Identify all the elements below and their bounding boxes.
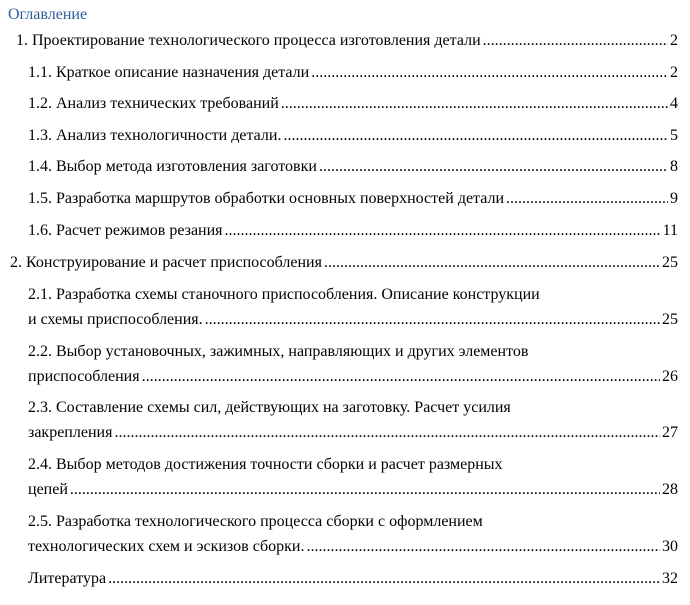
toc-entry-1-6[interactable] (28, 221, 678, 241)
toc-page-number: 9 (670, 190, 678, 207)
toc-page-number: 25 (662, 254, 678, 271)
dot-leader (483, 31, 668, 51)
dot-leader (283, 126, 668, 146)
dot-leader (324, 253, 660, 273)
toc-entry-text: технологических схем и эскизов сборки. (28, 538, 305, 555)
toc-entry-1-4[interactable] (28, 157, 678, 177)
toc-entry-1-2[interactable] (28, 94, 678, 114)
toc-page-number: 27 (662, 424, 678, 441)
toc-entry-2-1[interactable] (28, 285, 678, 330)
toc-entry-text: 1.1. Краткое описание назначения детали (28, 64, 310, 81)
toc-entry-2-3[interactable] (28, 398, 678, 443)
toc-entry-text: 1. Проектирование технологического процесса изготовления детали (16, 32, 481, 49)
toc-page-number: 2 (670, 64, 678, 81)
dot-leader (142, 367, 660, 387)
toc-entry-2-4[interactable] (28, 455, 678, 500)
toc-entry-text: 1.2. Анализ технических требований (28, 95, 279, 112)
toc-entry-1-3[interactable] (28, 126, 678, 146)
toc-entry-text-line1: 2.4. Выбор методов достижения точности сборки и расчет размерных (28, 456, 503, 473)
toc-entry-text-line1: 2.5. Разработка технологического процесса сборки с оформлением (28, 513, 483, 530)
toc-page-number: 28 (662, 481, 678, 498)
toc-entry-text: и схемы приспособления. (28, 311, 203, 328)
toc-page-number: 30 (662, 538, 678, 555)
toc-entry-text-line1: 2.1. Разработка схемы станочного приспособления. Описание конструкции (28, 286, 540, 303)
toc-entry-2[interactable] (10, 253, 678, 273)
toc-page-number: 5 (670, 127, 678, 144)
dot-leader (306, 537, 660, 557)
toc-entry-text: 1.3. Анализ технологичности детали. (28, 127, 282, 144)
toc-page-number: 26 (662, 368, 678, 385)
toc-entry-text: Литература (28, 570, 107, 587)
dot-leader (506, 189, 668, 209)
dot-leader (108, 569, 660, 589)
dot-leader (319, 157, 668, 177)
dot-leader (205, 310, 660, 330)
toc-entry-text: 1.6. Расчет режимов резания (28, 222, 223, 239)
toc-entry-literature[interactable] (28, 569, 678, 589)
toc-entry-text-line1: 2.3. Составление схемы сил, действующих на заготовку. Расчет усилия (28, 399, 511, 416)
toc-entry-text: закрепления (28, 424, 113, 441)
toc-entry-1-5[interactable] (28, 189, 678, 209)
dot-leader (311, 63, 668, 83)
toc-page-number: 11 (662, 222, 678, 239)
toc-entry-text: 1.4. Выбор метода изготовления заготовки (28, 158, 317, 175)
toc-page-number: 4 (670, 95, 678, 112)
dot-leader (225, 221, 661, 241)
toc-entry-text: 1.5. Разработка маршрутов обработки основных поверхностей детали (28, 190, 505, 207)
toc-page-number: 8 (670, 158, 678, 175)
toc-entry-2-5[interactable] (28, 512, 678, 557)
toc-entry-2-2[interactable] (28, 342, 678, 387)
dot-leader (114, 423, 660, 443)
toc-page-number: 2 (670, 32, 678, 49)
dot-leader (70, 480, 660, 500)
toc-entry-text: цепей (28, 481, 68, 498)
toc-title: Оглавление (8, 6, 88, 23)
toc-page-number: 25 (662, 311, 678, 328)
toc-entry-1-1[interactable] (28, 63, 678, 83)
dot-leader (281, 94, 668, 114)
toc-page-number: 32 (662, 570, 678, 587)
toc-entry-1[interactable] (16, 31, 678, 51)
toc-entry-text: приспособления (28, 368, 140, 385)
toc-entry-text: 2. Конструирование и расчет приспособления (10, 254, 322, 271)
toc-entry-text-line1: 2.2. Выбор установочных, зажимных, направляющих и других элементов (28, 343, 529, 360)
